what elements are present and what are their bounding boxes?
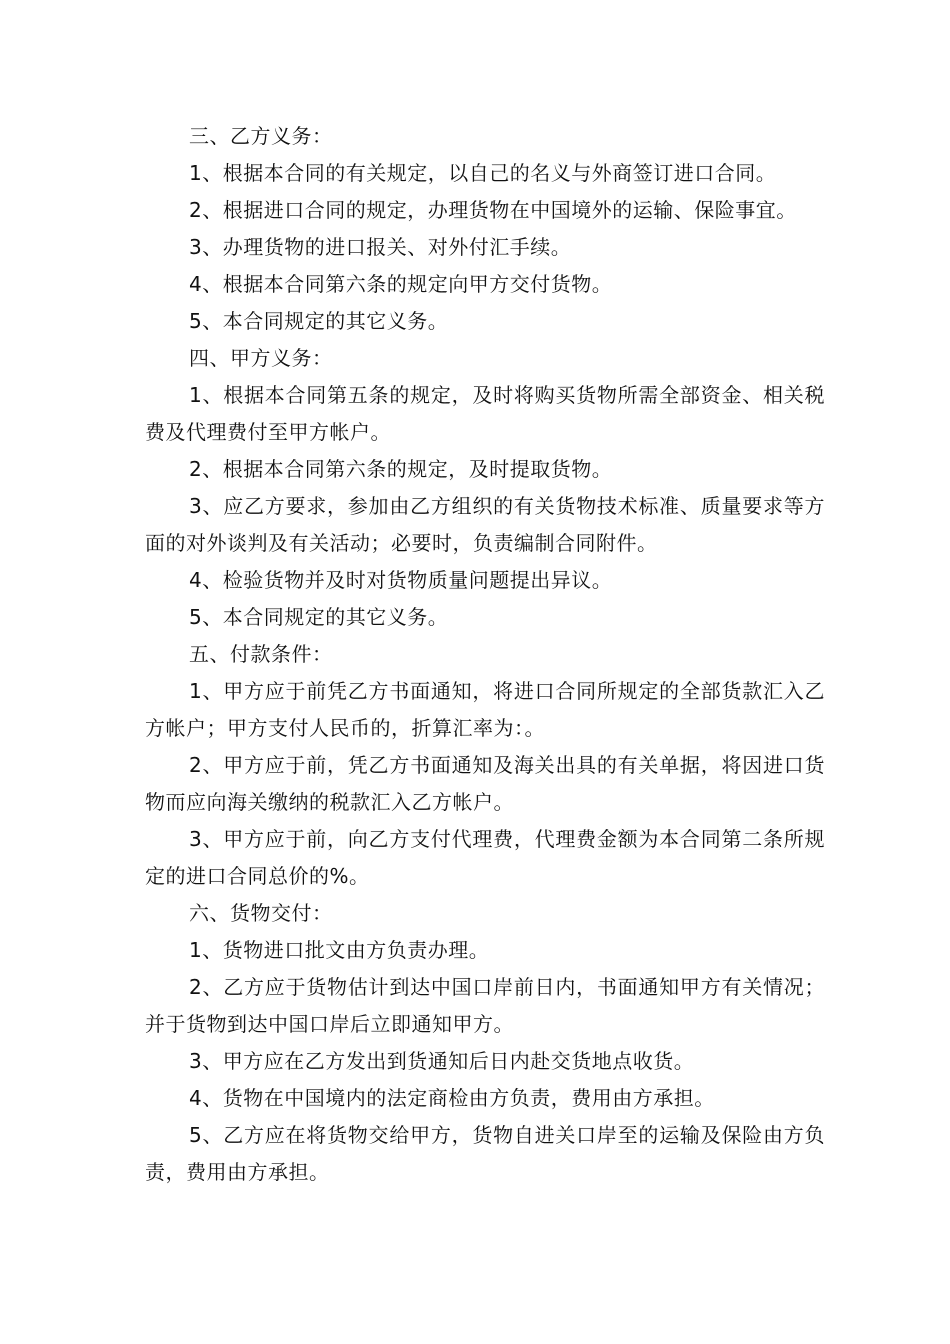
section-heading-4: 四、甲方义务： [189,346,333,370]
clause-3-2: 2、根据进口合同的规定，办理货物在中国境外的运输、保险事宜。 [189,198,797,222]
section-heading-3: 三、乙方义务： [189,124,333,148]
clause-3-5: 5、本合同规定的其它义务。 [189,309,449,333]
section-heading-6: 六、货物交付： [189,901,333,925]
clause-6-4: 4、货物在中国境内的法定商检由方负责，费用由方承担。 [189,1086,715,1110]
clause-6-3: 3、甲方应在乙方发出到货通知后日内赴交货地点收货。 [189,1049,695,1073]
document-body [145,118,825,1191]
clause-5-1: 1、甲方应于前凭乙方书面通知，将进口合同所规定的全部货款汇入乙方帐户；甲方支付人民币的，折算汇率为：。 [145,679,825,740]
section-heading-5: 五、付款条件： [189,642,333,666]
clause-5-3: 3、甲方应于前，向乙方支付代理费，代理费金额为本合同第二条所规定的进口合同总价的%。 [145,827,825,888]
clause-4-4: 4、检验货物并及时对货物质量问题提出异议。 [189,568,613,592]
clause-4-5: 5、本合同规定的其它义务。 [189,605,449,629]
clause-6-5: 5、乙方应在将货物交给甲方，货物自进关口岸至的运输及保险由方负责，费用由方承担。 [145,1123,825,1184]
clause-4-3: 3、应乙方要求，参加由乙方组织的有关货物技术标准、质量要求等方面的对外谈判及有关活动；必要时，负责编制合同附件。 [145,494,825,555]
clause-4-2: 2、根据本合同第六条的规定，及时提取货物。 [189,457,613,481]
clause-5-2: 2、甲方应于前，凭乙方书面通知及海关出具的有关单据，将因进口货物而应向海关缴纳的税款汇入乙方帐户。 [145,753,825,814]
clause-3-4: 4、根据本合同第六条的规定向甲方交付货物。 [189,272,613,296]
clause-6-2: 2、乙方应于货物估计到达中国口岸前日内，书面通知甲方有关情况；并于货物到达中国口岸后立即通知甲方。 [145,975,825,1036]
clause-3-1: 1、根据本合同的有关规定，以自己的名义与外商签订进口合同。 [189,161,777,185]
clause-3-3: 3、办理货物的进口报关、对外付汇手续。 [189,235,572,259]
clause-4-1: 1、根据本合同第五条的规定，及时将购买货物所需全部资金、相关税费及代理费付至甲方帐户。 [145,383,825,444]
clause-6-1: 1、货物进口批文由方负责办理。 [189,938,490,962]
